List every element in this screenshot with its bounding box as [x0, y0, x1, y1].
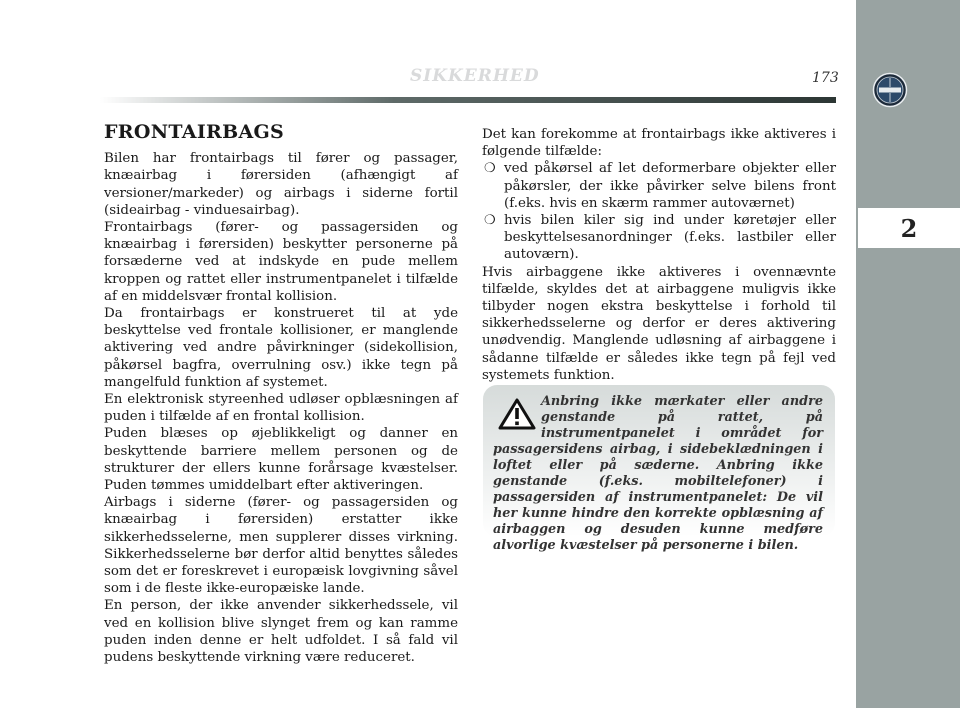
warning-triangle-icon — [498, 398, 536, 430]
left-column — [104, 121, 458, 666]
page-number: 173 — [812, 70, 839, 86]
header-title: SIKKERHED — [410, 66, 540, 86]
chapter-tab[interactable]: 2 — [858, 208, 960, 248]
warning-content — [493, 394, 823, 554]
paragraph: Puden blæses op øjeblikkeligt og danner en beskyttende barriere mellem personen og de strukturer der ellers kunne forårsage kvæstelser. Puden tømmes umiddelbart efter aktiveringen. — [104, 426, 458, 494]
list-item — [482, 212, 836, 264]
list-item — [482, 160, 836, 212]
lancia-logo-icon — [872, 72, 908, 108]
warning-icon-slot — [493, 394, 541, 440]
bullet-circle-icon: ❍ — [484, 161, 496, 177]
intro-paragraph: Det kan forekomme at frontairbags ikke aktiveres i følgende tilfælde: — [482, 127, 836, 160]
paragraph: Frontairbags (fører- og passagersiden og knæairbag i førersiden) beskytter personerne på forsæderne ved at indskyde en pude mellem kroppen og rattet eller instrumentpanelet i tilfælde af en middelsvær frontal kollision. — [104, 220, 458, 304]
warning-text: Anbring ikke mærkater eller andre genstande på rattet, på instrumentpanelet i området for passagersidens airbag, i sidebeklædningen i loftet eller på sæderne. Anbring ikke genstande (f.eks. mobiltelefoner) i passagersiden af instrumentpanelet: De vil her kunne hindre den korrekte opblæsning af airbaggen og desuden kunne medføre alvorlige kvæstelser på personerne i bilen. — [493, 394, 823, 553]
paragraph: Da frontairbags er konstrueret til at yde beskyttelse ved frontale kollisioner, er manglende aktivering ved andre påvirkninger (sidekollision, påkørsel bagfra, overrulning osv.) ikke tegn på mangelfuld funktion af systemet. — [104, 306, 458, 390]
warning-box — [483, 385, 835, 553]
right-column — [482, 126, 836, 384]
paragraph: Bilen har frontairbags til fører og passager, knæairbag i førersiden (afhængigt af versioner/markeder) og airbags i siderne fortil (sideairbag - vinduesairbag). — [104, 151, 458, 218]
list-item-text: ved påkørsel af let deformerbare objekter eller påkørsler, der ikke påvirker selve bilens front (f.eks. hvis en skærm rammer autoværnet) — [504, 161, 836, 211]
bullet-circle-icon: ❍ — [484, 213, 496, 229]
list-item-text: hvis bilen kiler sig ind under køretøjer eller beskyttelsesanordninger (f.eks. lastbiler eller autoværn). — [504, 213, 836, 263]
paragraph: En person, der ikke anvender sikkerhedssele, vil ved en kollision blive slynget frem og kan ramme puden inden denne er helt udfoldet. I så fald vil pudens beskyttende virkning være reduceret. — [104, 598, 458, 666]
section-heading: FRONTAIRBAGS — [104, 121, 285, 143]
paragraph: En elektronisk styreenhed udløser opblæsningen af puden i tilfælde af en frontal kollision. — [104, 392, 458, 425]
paragraph: Hvis airbaggene ikke aktiveres i ovennævnte tilfælde, skyldes det at airbaggene muligvis ikke tilbyder nogen ekstra beskyttelse i forhold til sikkerhedsselerne og derfor er deres aktivering unødvendig. Manglende udløsning af airbaggene i sådanne tilfælde er således ikke tegn på fejl ved systemets funktion. — [482, 264, 836, 383]
paragraph: Airbags i siderne (fører- og passagersiden og knæairbag i førersiden) erstatter ikke sikkerhedsselerne, men supplerer disses virkning. Sikkerhedsselerne bør derfor altid benyttes således som det er foreskrevet i europæisk lovgivning såvel som i de fleste ikke-europæiske lande. — [104, 495, 458, 597]
header-divider — [100, 97, 836, 103]
